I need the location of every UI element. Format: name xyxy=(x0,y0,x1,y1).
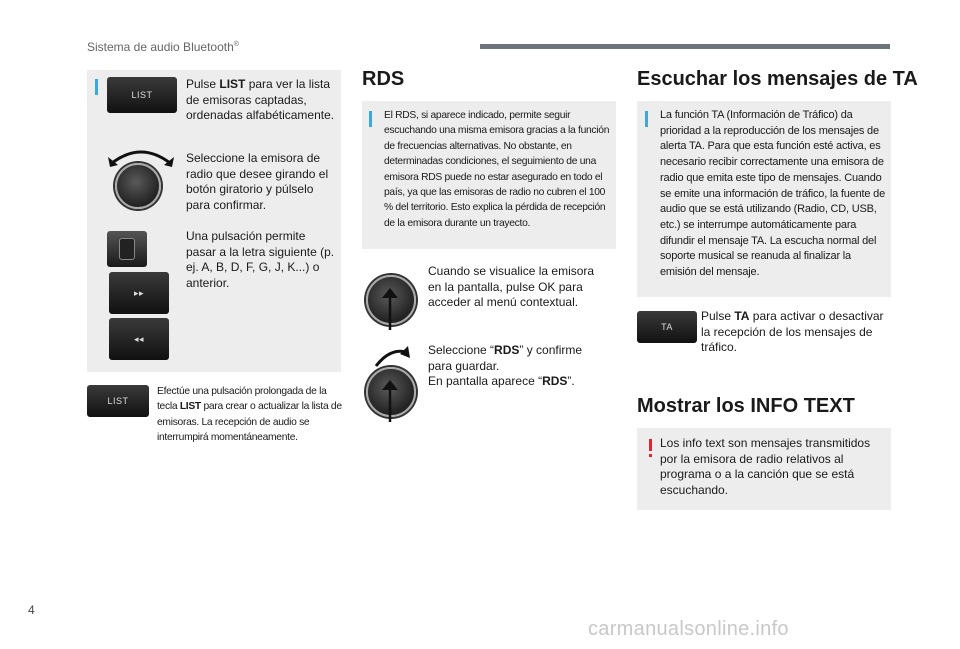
press-arrow-icon xyxy=(380,288,400,332)
warning-marker-icon xyxy=(649,439,652,451)
ta-info-text: La función TA (Información de Tráfico) da prioridad a la reproducción de los mensajes de alerta TA. Para que esta función esté activa, es necesario recibir correctamente una emisora de radio que emita este tipo de mensajes. Cuando se emite una información de tráfico, la fuente de audio que se está utilizando (Radio, CD, USB, etc.) se interrumpe automáticamente para difundir el mensaje TA. La escucha normal del soporte musical se reanuda al finalizar la emisión del mensaje. xyxy=(660,109,886,279)
info-marker-icon xyxy=(645,111,648,127)
rds-title: RDS xyxy=(362,68,405,90)
joystick-icon xyxy=(107,231,147,267)
rotary-knob-icon xyxy=(115,163,161,209)
info-marker-icon xyxy=(369,111,372,127)
ta-title: Escuchar los mensajes de TA xyxy=(637,68,918,90)
step-select-text: Seleccione la emisora de radio que desee girando el botón giratorio y púlselo para confirmar. xyxy=(186,151,329,212)
page-number: 4 xyxy=(28,603,35,617)
info-text-warning-text: Los info text son mensajes transmitidos por la emisora de radio relativos al programa o a la canción que se está escuchando. xyxy=(660,436,871,497)
press-arrow-icon xyxy=(380,380,400,424)
list-key-icon: LIST xyxy=(87,385,149,417)
rds-step-menu-text: Cuando se visualice la emisora en la pantalla, pulse OK para acceder al menú contextual. xyxy=(428,264,595,309)
next-key-icon: ▸▸ xyxy=(109,272,169,314)
rotate-arrow-icon xyxy=(372,346,412,368)
rds-step-save-text: Seleccione “RDS” y confirme para guardar. En pantalla aparece “RDS”. xyxy=(428,343,583,388)
step-list-text: Pulse LIST para ver la lista de emisoras captadas, ordenadas alfabéticamente. xyxy=(186,77,335,122)
header-title: Sistema de audio Bluetooth® xyxy=(87,40,239,54)
info-marker-icon xyxy=(95,79,98,95)
previous-key-icon: ◂◂ xyxy=(109,318,169,360)
list-key-icon: LIST xyxy=(107,77,177,113)
ta-step-text: Pulse TA para activar o desactivar la recepción de los mensajes de tráfico. xyxy=(701,309,884,354)
header-bar xyxy=(480,44,890,49)
watermark: carmanualsonline.info xyxy=(588,618,789,640)
note-list-text: Efectúe una pulsación prolongada de la tecla LIST para crear o actualizar la lista de emisoras. La recepción de audio se interrumpirá momentáneamente. xyxy=(157,386,342,444)
rds-info-text: El RDS, si aparece indicado, permite seguir escuchando una misma emisora gracias a la función de frecuencias alternativas. No obstante, en determinadas condiciones, el seguimiento de una emisora RDS puede no estar asegurado en todo el país, ya que las emisoras de radio no cubren el 100 % del territorio. Esto explica la pérdida de recepción de la emisora durante un trayecto. xyxy=(384,110,610,229)
step-letter-text: Una pulsación permite pasar a la letra siguiente (p. ej. A, B, D, F, G, J, K...) o anterior. xyxy=(186,229,335,290)
ta-key-icon: TA xyxy=(637,311,697,343)
warning-dot-icon xyxy=(649,454,652,457)
info-text-title: Mostrar los INFO TEXT xyxy=(637,395,855,417)
